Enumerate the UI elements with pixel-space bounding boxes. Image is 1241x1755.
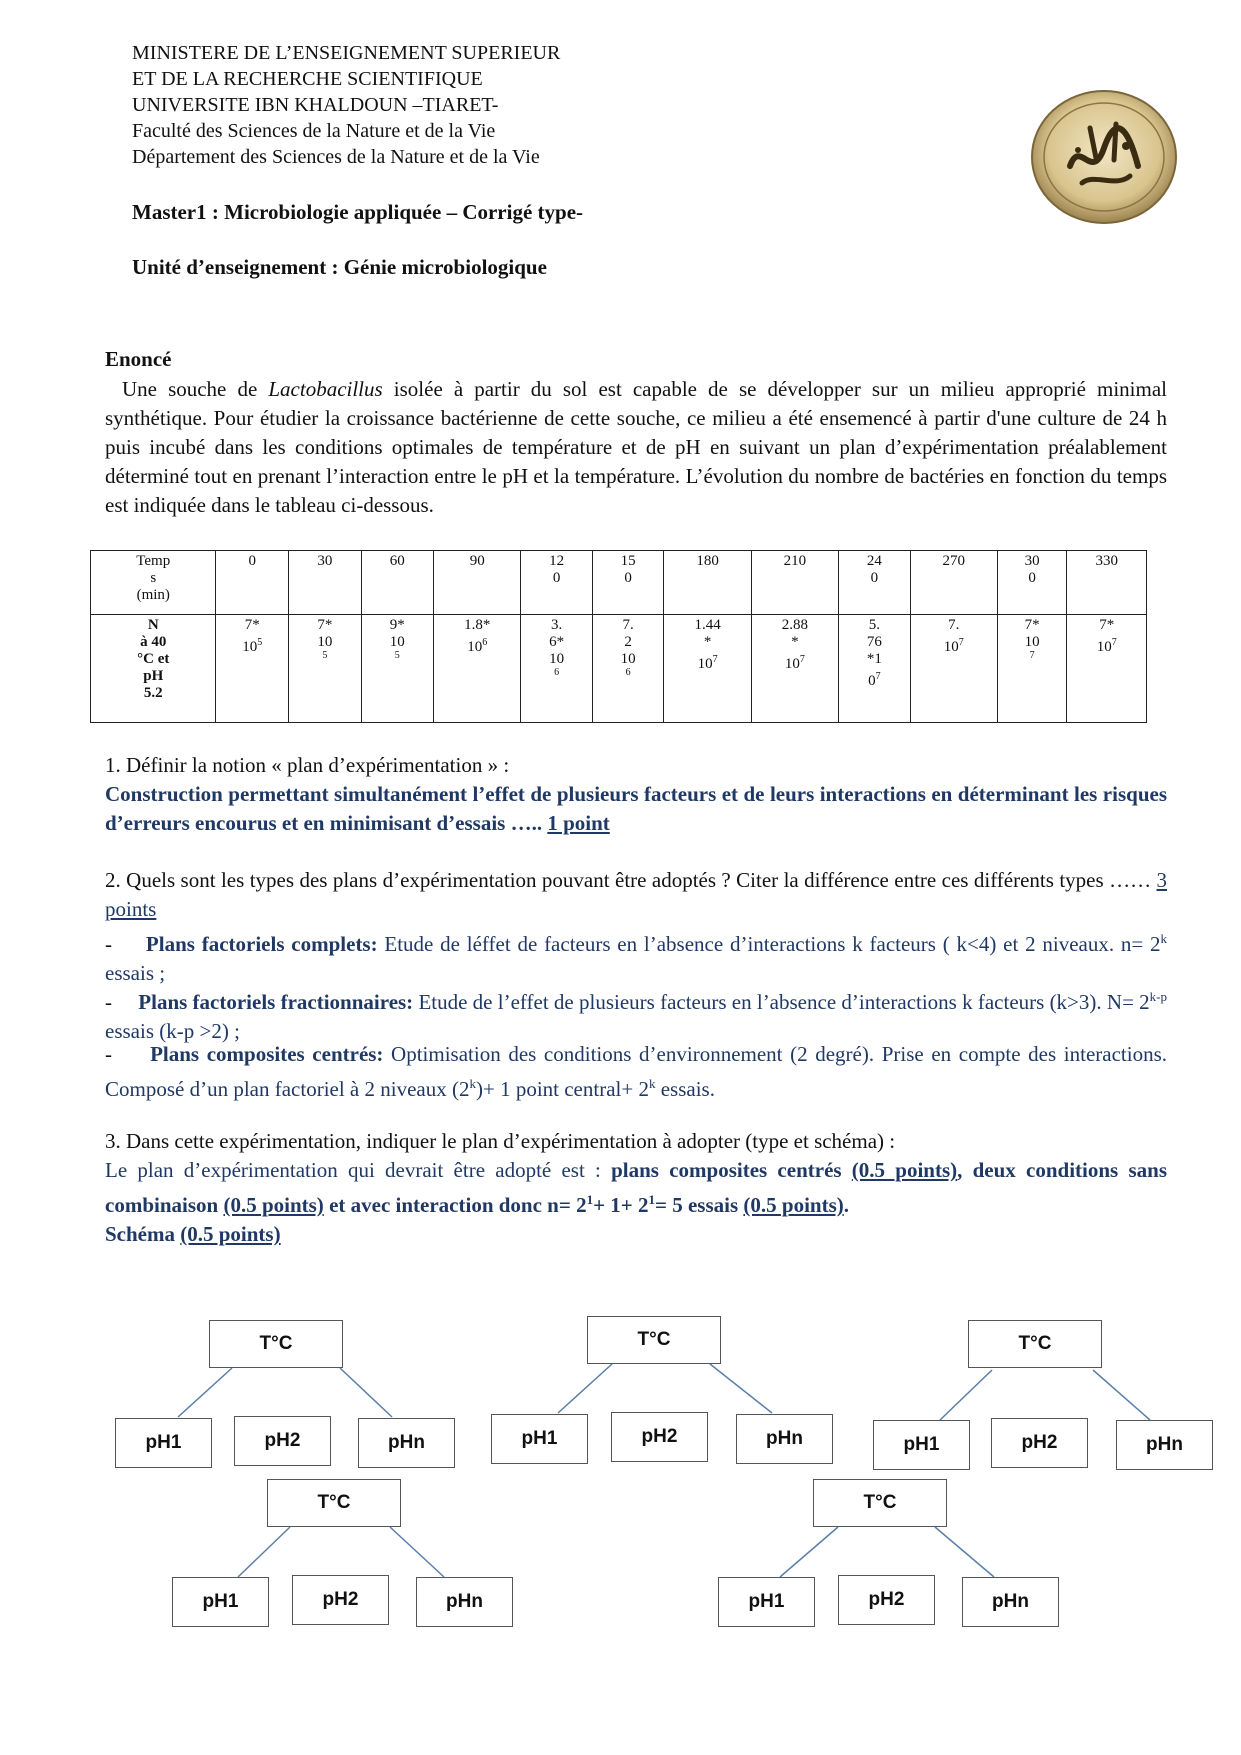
- q1-question: 1. Définir la notion « plan d’expérimentation » :: [105, 753, 510, 777]
- time-cell: 60: [361, 551, 433, 615]
- enonce-text: Une souche de Lactobacillus isolée à partir du sol est capable de se développer sur un milieu approprié minimal synthétique. Pour étudier la croissance bactérienne de cette souche, ce milieu a été ensemencé à partir d'une culture de 24 h puis incubé dans les conditions optimales de température et de pH en suivant un plan d’expérimentation préalablement déterminé tout en prenant l’interaction entre le pH et la température. L’évolution du nombre de bactéries en fonction du temps est indiquée dans le tableau ci-dessous.: [105, 377, 1167, 517]
- count-cell: 9* 10 5: [361, 615, 433, 723]
- phn-node: pHn: [416, 1577, 513, 1627]
- time-cell: 180: [664, 551, 751, 615]
- ph1-node: pH1: [491, 1414, 588, 1464]
- q2-item-1: - Plans factoriels complets: Etude de léffet de facteurs en l’absence d’interactions k facteurs ( k<4) et 2 niveaux. $n= 2^k$ essais ;: [105, 931, 1167, 985]
- species-name: Lactobacillus: [268, 377, 383, 401]
- q2-item-3: - Plans composites centrés: Optimisation des conditions d’environnement (2 degré). Prise en compte des interactions. Composé d’un plan factoriel à 2 niveaux $(2^k)+ 1$ point central+ $2^k$ essais.: [105, 1042, 1168, 1101]
- q3-question: 3. Dans cette expérimentation, indiquer le plan d’expérimentation à adopter (type et schéma) :: [105, 1129, 896, 1153]
- q2-item-2: - Plans factoriels fractionnaires: Etude de l’effet de plusieurs facteurs en l’absence d’interactions k facteurs (k>3). $N= 2^{k-p}$ essais (k-p >2) ;: [105, 989, 1168, 1043]
- ph2-node: pH2: [611, 1412, 708, 1462]
- count-cell: 1.44 * $10^7$: [664, 615, 751, 723]
- ph1-node: pH1: [873, 1420, 970, 1470]
- time-cell: 12 0: [521, 551, 593, 615]
- count-cell: 7. $10^7$: [910, 615, 997, 723]
- time-cell: 270: [910, 551, 997, 615]
- temp-node-1: T°C: [209, 1320, 343, 1368]
- time-cell: 30 0: [997, 551, 1067, 615]
- count-cell: 2.88 * $10^7$: [751, 615, 838, 723]
- time-cell: 90: [434, 551, 521, 615]
- header-line-3: UNIVERSITE IBN KHALDOUN –TIARET-: [132, 94, 499, 116]
- count-cell: 7* 10 5: [289, 615, 361, 723]
- row-label-count: N à 40 °C et pH 5.2: [91, 615, 216, 723]
- header-line-5: Département des Sciences de la Nature et de la Vie: [132, 146, 540, 168]
- temp-node-4: T°C: [267, 1479, 401, 1527]
- count-cell: 7. 2 10 6: [592, 615, 664, 723]
- header-line-1: MINISTERE DE L’ENSEIGNEMENT SUPERIEUR: [132, 42, 561, 64]
- q2-points: 3 points: [105, 868, 1167, 921]
- count-cell: 5. 76 *1 $0^7$: [839, 615, 911, 723]
- phn-node: pHn: [358, 1418, 455, 1468]
- count-cell: 7* $10^7$: [1067, 615, 1147, 723]
- ph2-node: pH2: [838, 1575, 935, 1625]
- header-line-4: Faculté des Sciences de la Nature et de la Vie: [132, 120, 496, 142]
- temp-node-2: T°C: [587, 1316, 721, 1364]
- master-title: Master1 : Microbiologie appliquée – Corrigé type-: [132, 200, 584, 224]
- enonce-title: Enoncé: [105, 347, 172, 371]
- q3-answer: Le plan d’expérimentation qui devrait être adopté est : plans composites centrés (0.5 points), deux conditions sans combinaison (0.5 points) et avec interaction donc $n= 2^1+ 1+ 2^1= 5$ essais (0.5 points). Schéma (0.5 points): [105, 1158, 1167, 1246]
- time-cell: 15 0: [592, 551, 664, 615]
- time-cell: 0: [216, 551, 289, 615]
- q1-answer: Construction permettant simultanément l’effet de plusieurs facteurs et de leurs interactions en déterminant les risques d’erreurs encourus et en minimisant d’essais ….. 1 point: [105, 782, 1167, 835]
- count-cell: 7* 10 7: [997, 615, 1067, 723]
- ph2-node: pH2: [234, 1416, 331, 1466]
- q1-points: 1 point: [547, 811, 610, 835]
- header-line-2: ET DE LA RECHERCHE SCIENTIFIQUE: [132, 68, 483, 90]
- phn-node: pHn: [1116, 1420, 1213, 1470]
- phn-node: pHn: [736, 1414, 833, 1464]
- phn-node: pHn: [962, 1577, 1059, 1627]
- ph1-node: pH1: [718, 1577, 815, 1627]
- unit-title: Unité d’enseignement : Génie microbiologique: [132, 255, 547, 279]
- time-cell: 330: [1067, 551, 1147, 615]
- time-cell: 210: [751, 551, 838, 615]
- ph2-node: pH2: [292, 1575, 389, 1625]
- count-cell: 7* $10^5$: [216, 615, 289, 723]
- row-label-time: Temp s (min): [91, 551, 216, 615]
- ph1-node: pH1: [115, 1418, 212, 1468]
- temp-node-3: T°C: [968, 1320, 1102, 1368]
- ph1-node: pH1: [172, 1577, 269, 1627]
- ph2-node: pH2: [991, 1418, 1088, 1468]
- time-cell: 24 0: [839, 551, 911, 615]
- temp-node-5: T°C: [813, 1479, 947, 1527]
- time-cell: 30: [289, 551, 361, 615]
- count-cell: 3. 6* 10 6: [521, 615, 593, 723]
- count-cell: 1.8* $10^6$: [434, 615, 521, 723]
- q2-question: 2. Quels sont les types des plans d’expérimentation pouvant être adoptés ? Citer la différence entre ces différents types …… 3 points: [105, 868, 1167, 921]
